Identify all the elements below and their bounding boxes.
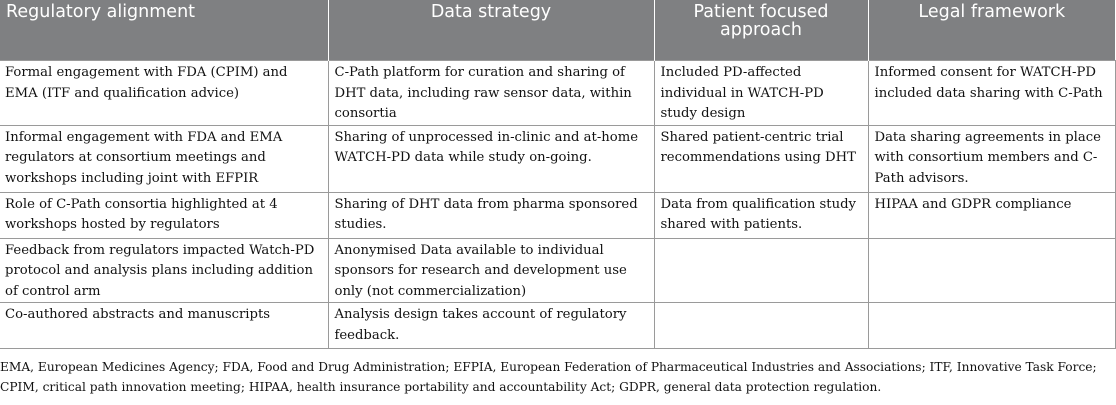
header-legal-framework: Legal framework — [868, 0, 1115, 61]
table-cell: C-Path platform for curation and sharing of DHT data, including raw sensor data, within consortia — [328, 61, 654, 126]
header-patient-focused-approach: Patient focused approach — [654, 0, 868, 61]
table-cell: Data from qualification study shared with patients. — [654, 192, 868, 238]
table-cell: Analysis design takes account of regulatory feedback. — [328, 303, 654, 349]
table-cell: Informed consent for WATCH-PD included data sharing with C-Path — [868, 61, 1115, 126]
table-cell: Formal engagement with FDA (CPIM) and EMA (ITF and qualification advice) — [0, 61, 328, 126]
table-cell — [654, 238, 868, 303]
table-cell: Included PD-affected individual in WATCH-PD study design — [654, 61, 868, 126]
table-body — [0, 61, 1115, 349]
table-footnote: EMA, European Medicines Agency; FDA, Food and Drug Administration; EFPIA, European Federation of Pharmaceutical Industries and Associations; ITF, Innovative Task Force; CPIM, critical path innovation meeting; HIPAA, health insurance portability and accountability Act; GDPR, general data protection regulation. — [0, 360, 1097, 394]
table-cell: Sharing of unprocessed in-clinic and at-home WATCH-PD data while study on-going. — [328, 125, 654, 192]
table-cell: Data sharing agreements in place with consortium members and C-Path advisors. — [868, 125, 1115, 192]
table-row — [0, 61, 1115, 126]
table-row — [0, 238, 1115, 303]
table-row — [0, 192, 1115, 238]
table-row — [0, 303, 1115, 349]
header-row — [0, 0, 1115, 61]
table-header — [0, 0, 1115, 61]
table-cell — [868, 238, 1115, 303]
table-cell — [654, 303, 868, 349]
table-cell: Shared patient-centric trial recommendations using DHT — [654, 125, 868, 192]
table-cell: Informal engagement with FDA and EMA regulators at consortium meetings and workshops including joint with EFPIR — [0, 125, 328, 192]
table-cell: Anonymised Data available to individual sponsors for research and development use only (not commercialization) — [328, 238, 654, 303]
header-data-strategy: Data strategy — [328, 0, 654, 61]
table-cell: Feedback from regulators impacted Watch-PD protocol and analysis plans including addition of control arm — [0, 238, 328, 303]
table-row — [0, 125, 1115, 192]
header-regulatory-alignment: Regulatory alignment — [0, 0, 328, 61]
table-cell: Co-authored abstracts and manuscripts — [0, 303, 328, 349]
table-cell — [868, 303, 1115, 349]
table-cell: HIPAA and GDPR compliance — [868, 192, 1115, 238]
table-cell: Role of C-Path consortia highlighted at 4 workshops hosted by regulators — [0, 192, 328, 238]
table-cell: Sharing of DHT data from pharma sponsored studies. — [328, 192, 654, 238]
